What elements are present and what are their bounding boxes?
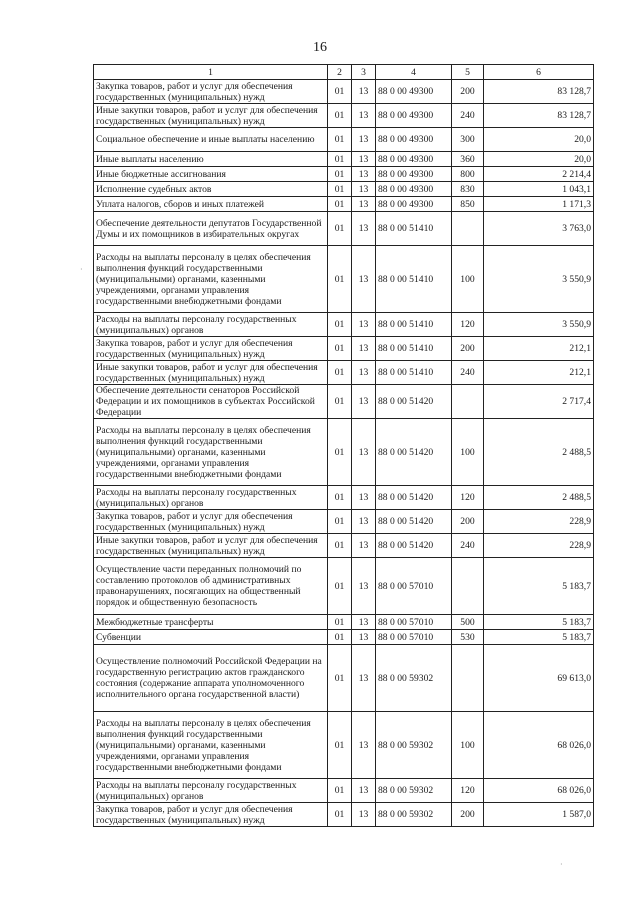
row-section-cell: 01	[328, 197, 352, 212]
row-expense-type-cell: 120	[452, 313, 484, 337]
row-expense-type-cell: 530	[452, 630, 484, 645]
table-row	[94, 779, 594, 803]
row-expense-type-cell: 500	[452, 615, 484, 630]
row-target-article-cell: 88 0 00 49300	[376, 167, 452, 182]
row-expense-type-cell	[452, 645, 484, 712]
row-name-cell: Осуществление полномочий Российской Федерации на государственную регистрацию актов гражданского состояния (содержание аппарата уполномоченного исполнительного органа государственной власти)	[94, 645, 328, 712]
row-subsection-cell: 13	[352, 486, 376, 510]
table-row	[94, 630, 594, 645]
row-target-article-cell: 88 0 00 57010	[376, 615, 452, 630]
row-section-cell: 01	[328, 534, 352, 558]
row-target-article-cell: 88 0 00 51420	[376, 419, 452, 486]
row-amount-cell: 5 183,7	[484, 558, 594, 615]
row-subsection-cell: 13	[352, 779, 376, 803]
row-target-article-cell: 88 0 00 51410	[376, 212, 452, 246]
row-section-cell: 01	[328, 212, 352, 246]
row-name-cell: Субвенции	[94, 630, 328, 645]
row-name-cell: Иные бюджетные ассигнования	[94, 167, 328, 182]
row-subsection-cell: 13	[352, 104, 376, 128]
row-name-cell: Закупка товаров, работ и услуг для обеспечения государственных (муниципальных) нужд	[94, 337, 328, 361]
row-expense-type-cell: 100	[452, 712, 484, 779]
row-expense-type-cell: 300	[452, 128, 484, 152]
table-row	[94, 337, 594, 361]
row-amount-cell: 68 026,0	[484, 779, 594, 803]
row-subsection-cell: 13	[352, 534, 376, 558]
row-expense-type-cell: 240	[452, 361, 484, 385]
row-amount-cell: 212,1	[484, 361, 594, 385]
row-target-article-cell: 88 0 00 51410	[376, 313, 452, 337]
header-col-2: 2	[328, 65, 352, 80]
table-header-row	[94, 65, 594, 80]
row-section-cell: 01	[328, 558, 352, 615]
row-subsection-cell: 13	[352, 361, 376, 385]
row-name-cell: Исполнение судебных актов	[94, 182, 328, 197]
row-amount-cell: 228,9	[484, 534, 594, 558]
row-expense-type-cell: 120	[452, 486, 484, 510]
row-subsection-cell: 13	[352, 128, 376, 152]
row-subsection-cell: 13	[352, 167, 376, 182]
row-target-article-cell: 88 0 00 59302	[376, 712, 452, 779]
row-target-article-cell: 88 0 00 51410	[376, 337, 452, 361]
row-amount-cell: 3 550,9	[484, 246, 594, 313]
row-name-cell: Иные закупки товаров, работ и услуг для обеспечения государственных (муниципальных) нужд	[94, 361, 328, 385]
row-target-article-cell: 88 0 00 49300	[376, 182, 452, 197]
row-target-article-cell: 88 0 00 51410	[376, 361, 452, 385]
header-col-6: 6	[484, 65, 594, 80]
row-amount-cell: 2 214,4	[484, 167, 594, 182]
table-row	[94, 645, 594, 712]
row-subsection-cell: 13	[352, 385, 376, 419]
row-subsection-cell: 13	[352, 510, 376, 534]
row-expense-type-cell: 120	[452, 779, 484, 803]
row-amount-cell: 1 171,3	[484, 197, 594, 212]
row-amount-cell: 3 763,0	[484, 212, 594, 246]
table-row	[94, 615, 594, 630]
budget-table	[93, 64, 594, 827]
row-expense-type-cell: 830	[452, 182, 484, 197]
table-row	[94, 803, 594, 827]
row-name-cell: Расходы на выплаты персоналу в целях обеспечения выполнения функций государственными (муниципальными) органами, казенными учреждениями, органами управления государственными внебюджетными фондами	[94, 419, 328, 486]
row-section-cell: 01	[328, 80, 352, 104]
row-section-cell: 01	[328, 182, 352, 197]
row-target-article-cell: 88 0 00 51420	[376, 534, 452, 558]
row-section-cell: 01	[328, 645, 352, 712]
row-amount-cell: 2 488,5	[484, 419, 594, 486]
row-section-cell: 01	[328, 167, 352, 182]
row-name-cell: Закупка товаров, работ и услуг для обеспечения государственных (муниципальных) нужд	[94, 80, 328, 104]
table-body	[94, 65, 594, 827]
row-subsection-cell: 13	[352, 630, 376, 645]
row-subsection-cell: 13	[352, 246, 376, 313]
row-subsection-cell: 13	[352, 197, 376, 212]
table-row	[94, 712, 594, 779]
row-amount-cell: 20,0	[484, 128, 594, 152]
row-amount-cell: 69 613,0	[484, 645, 594, 712]
header-col-5: 5	[452, 65, 484, 80]
table-row	[94, 167, 594, 182]
scan-mark: ·	[80, 265, 83, 274]
header-col-1: 1	[94, 65, 328, 80]
row-target-article-cell: 88 0 00 59302	[376, 779, 452, 803]
row-subsection-cell: 13	[352, 712, 376, 779]
row-name-cell: Расходы на выплаты персоналу государственных (муниципальных) органов	[94, 313, 328, 337]
row-target-article-cell: 88 0 00 59302	[376, 803, 452, 827]
row-section-cell: 01	[328, 419, 352, 486]
row-subsection-cell: 13	[352, 152, 376, 167]
row-amount-cell: 20,0	[484, 152, 594, 167]
row-section-cell: 01	[328, 385, 352, 419]
row-section-cell: 01	[328, 803, 352, 827]
row-section-cell: 01	[328, 630, 352, 645]
row-name-cell: Расходы на выплаты персоналу государственных (муниципальных) органов	[94, 486, 328, 510]
row-amount-cell: 83 128,7	[484, 104, 594, 128]
row-subsection-cell: 13	[352, 558, 376, 615]
row-name-cell: Расходы на выплаты персоналу государственных (муниципальных) органов	[94, 779, 328, 803]
row-section-cell: 01	[328, 128, 352, 152]
table-row	[94, 128, 594, 152]
row-expense-type-cell: 360	[452, 152, 484, 167]
table-row	[94, 486, 594, 510]
row-amount-cell: 68 026,0	[484, 712, 594, 779]
row-expense-type-cell: 200	[452, 510, 484, 534]
row-subsection-cell: 13	[352, 212, 376, 246]
row-target-article-cell: 88 0 00 51420	[376, 510, 452, 534]
row-expense-type-cell: 240	[452, 534, 484, 558]
row-name-cell: Расходы на выплаты персоналу в целях обеспечения выполнения функций государственными (муниципальными) органами, казенными учреждениями, органами управления государственными внебюджетными фондами	[94, 712, 328, 779]
row-section-cell: 01	[328, 361, 352, 385]
row-section-cell: 01	[328, 712, 352, 779]
scan-mark: ·	[560, 860, 563, 869]
row-name-cell: Обеспечение деятельности сенаторов Российской Федерации и их помощников в субъектах Российской Федерации	[94, 385, 328, 419]
row-target-article-cell: 88 0 00 51420	[376, 486, 452, 510]
row-expense-type-cell: 240	[452, 104, 484, 128]
page-number: 16	[313, 40, 327, 55]
row-subsection-cell: 13	[352, 615, 376, 630]
table-row	[94, 385, 594, 419]
row-target-article-cell: 88 0 00 49300	[376, 197, 452, 212]
table-row	[94, 534, 594, 558]
row-name-cell: Закупка товаров, работ и услуг для обеспечения государственных (муниципальных) нужд	[94, 803, 328, 827]
row-section-cell: 01	[328, 313, 352, 337]
row-expense-type-cell: 200	[452, 803, 484, 827]
row-expense-type-cell: 850	[452, 197, 484, 212]
row-name-cell: Закупка товаров, работ и услуг для обеспечения государственных (муниципальных) нужд	[94, 510, 328, 534]
row-expense-type-cell: 200	[452, 337, 484, 361]
row-section-cell: 01	[328, 152, 352, 167]
table-row	[94, 152, 594, 167]
row-target-article-cell: 88 0 00 49300	[376, 152, 452, 167]
table-row	[94, 182, 594, 197]
row-name-cell: Иные закупки товаров, работ и услуг для обеспечения государственных (муниципальных) нужд	[94, 104, 328, 128]
row-expense-type-cell	[452, 385, 484, 419]
table-row	[94, 246, 594, 313]
row-subsection-cell: 13	[352, 803, 376, 827]
row-amount-cell: 5 183,7	[484, 615, 594, 630]
row-expense-type-cell: 100	[452, 419, 484, 486]
table-row	[94, 212, 594, 246]
row-section-cell: 01	[328, 615, 352, 630]
row-subsection-cell: 13	[352, 645, 376, 712]
table-row	[94, 104, 594, 128]
row-amount-cell: 228,9	[484, 510, 594, 534]
row-subsection-cell: 13	[352, 80, 376, 104]
row-amount-cell: 212,1	[484, 337, 594, 361]
row-name-cell: Уплата налогов, сборов и иных платежей	[94, 197, 328, 212]
table-row	[94, 80, 594, 104]
row-amount-cell: 83 128,7	[484, 80, 594, 104]
table-row	[94, 361, 594, 385]
row-name-cell: Социальное обеспечение и иные выплаты населению	[94, 128, 328, 152]
row-amount-cell: 2 488,5	[484, 486, 594, 510]
row-amount-cell: 5 183,7	[484, 630, 594, 645]
row-subsection-cell: 13	[352, 182, 376, 197]
row-section-cell: 01	[328, 337, 352, 361]
row-expense-type-cell: 200	[452, 80, 484, 104]
row-amount-cell: 1 043,1	[484, 182, 594, 197]
row-target-article-cell: 88 0 00 57010	[376, 558, 452, 615]
row-expense-type-cell: 800	[452, 167, 484, 182]
row-name-cell: Расходы на выплаты персоналу в целях обеспечения выполнения функций государственными (муниципальными) органами, казенными учреждениями, органами управления государственными внебюджетными фондами	[94, 246, 328, 313]
row-target-article-cell: 88 0 00 59302	[376, 645, 452, 712]
row-target-article-cell: 88 0 00 57010	[376, 630, 452, 645]
row-section-cell: 01	[328, 486, 352, 510]
row-amount-cell: 1 587,0	[484, 803, 594, 827]
row-target-article-cell: 88 0 00 51420	[376, 385, 452, 419]
table-row	[94, 419, 594, 486]
row-amount-cell: 2 717,4	[484, 385, 594, 419]
row-name-cell: Иные закупки товаров, работ и услуг для обеспечения государственных (муниципальных) нужд	[94, 534, 328, 558]
header-col-4: 4	[376, 65, 452, 80]
row-section-cell: 01	[328, 779, 352, 803]
row-expense-type-cell	[452, 212, 484, 246]
row-target-article-cell: 88 0 00 49300	[376, 128, 452, 152]
row-name-cell: Осуществление части переданных полномочий по составлению протоколов об административных правонарушениях, посягающих на общественный порядок и общественную безопасность	[94, 558, 328, 615]
row-amount-cell: 3 550,9	[484, 313, 594, 337]
table-row	[94, 313, 594, 337]
row-expense-type-cell: 100	[452, 246, 484, 313]
row-expense-type-cell	[452, 558, 484, 615]
header-col-3: 3	[352, 65, 376, 80]
row-name-cell: Иные выплаты населению	[94, 152, 328, 167]
row-subsection-cell: 13	[352, 419, 376, 486]
table-row	[94, 197, 594, 212]
row-target-article-cell: 88 0 00 49300	[376, 104, 452, 128]
row-target-article-cell: 88 0 00 51410	[376, 246, 452, 313]
row-section-cell: 01	[328, 246, 352, 313]
row-name-cell: Межбюджетные трансферты	[94, 615, 328, 630]
table-row	[94, 510, 594, 534]
row-subsection-cell: 13	[352, 337, 376, 361]
row-target-article-cell: 88 0 00 49300	[376, 80, 452, 104]
row-name-cell: Обеспечение деятельности депутатов Государственной Думы и их помощников в избирательных округах	[94, 212, 328, 246]
table-row	[94, 558, 594, 615]
row-subsection-cell: 13	[352, 313, 376, 337]
row-section-cell: 01	[328, 104, 352, 128]
row-section-cell: 01	[328, 510, 352, 534]
